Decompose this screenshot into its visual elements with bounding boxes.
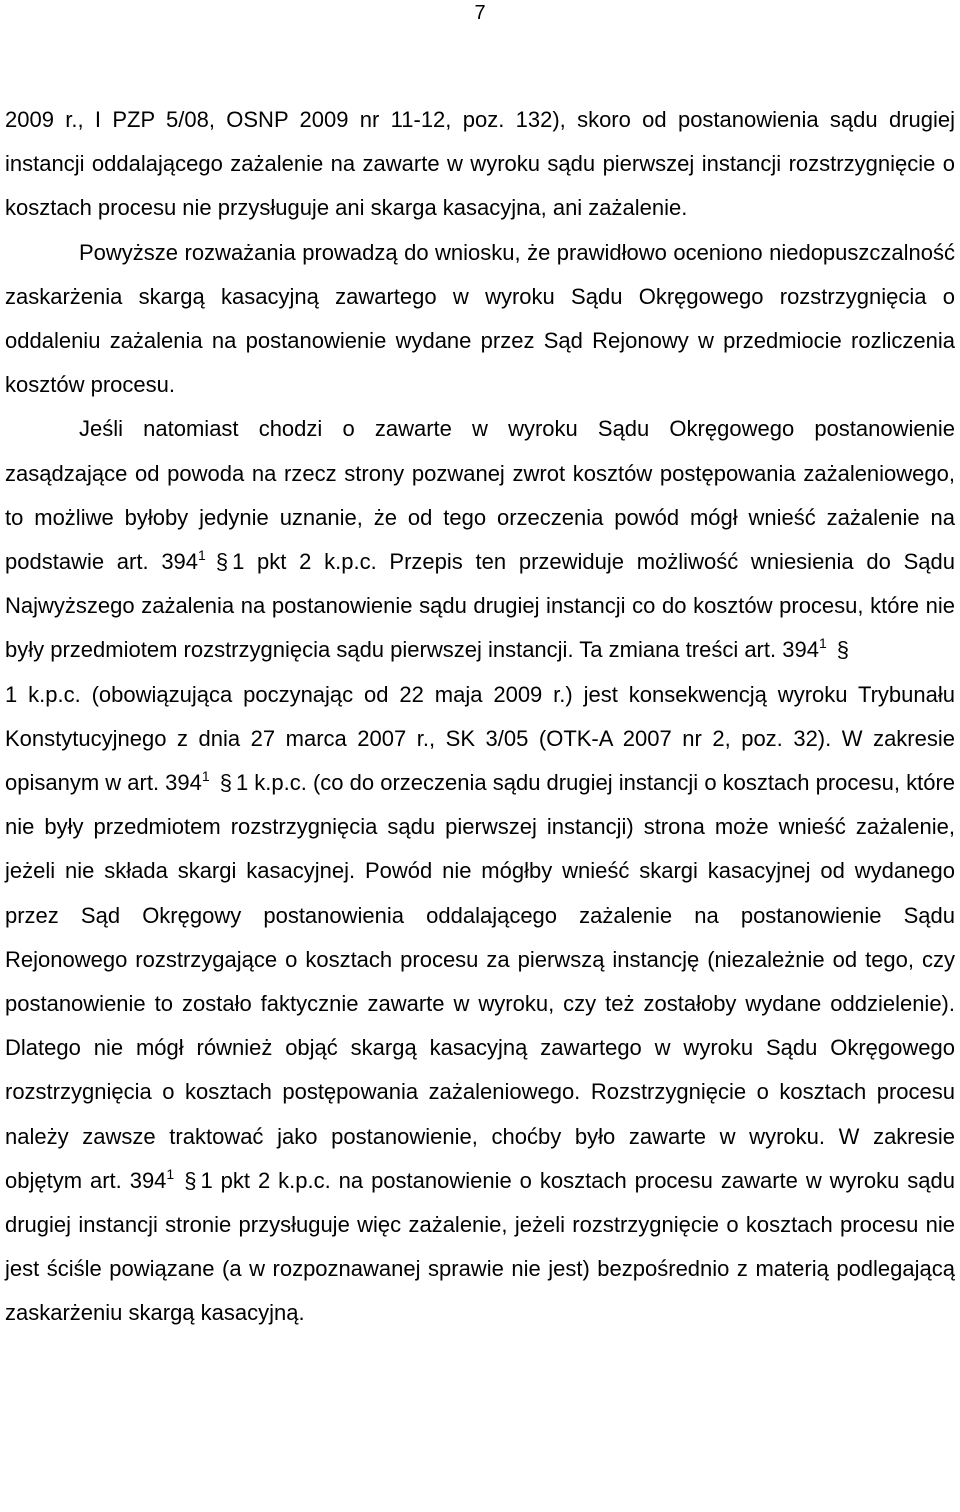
superscript-2: 1 — [818, 635, 827, 652]
paragraph-3-text-2: 1 pkt 2 k.p.c. Przepis ten przewiduje możliwość wniesienia do Sądu Najwyższego zażalenia na postanowienie sądu drugiej instancji co do kosztów procesu, które nie były przedmiotem rozstrzygnięcia sądu pierwszej instancji. Ta zmiana treści art. 394 — [5, 549, 955, 663]
paragraph-3-text-3: 1 k.p.c. (obowiązująca poczynając od 22 maja 2009 r.) jest konsekwencją wyroku Trybunału Konstytucyjnego z dnia 27 marca 2007 r., SK 3/05 (OTK-A 2007 nr 2, poz. 32). W zakresie opisanym w art. 394 — [5, 681, 955, 796]
paragraph-3 — [5, 407, 955, 1335]
superscript-1: 1 — [198, 547, 206, 564]
section-sign-4: § — [184, 1167, 197, 1193]
paragraph-3-text-1: Jeśli natomiast chodzi o zawarte w wyroku Sądu Okręgowego postanowienie zasądzające od powoda na rzecz strony pozwanej zwrot kosztów postępowania zażaleniowego, to możliwe byłoby jedynie uznanie, że od tego orzeczenia powód mógł wnieść zażalenie na podstawie art. 394 — [5, 416, 955, 575]
section-sign-3: § — [219, 770, 232, 796]
section-sign-2: § — [836, 637, 849, 663]
paragraph-1: 2009 r., I PZP 5/08, OSNP 2009 nr 11-12, poz. 132), skoro od postanowienia sądu drugiej instancji oddalającego zażalenie na zawarte w wyroku sądu pierwszej instancji rozstrzygnięcie o kosztach procesu nie przysługuje ani skarga kasacyjna, ani zażalenie. — [5, 107, 955, 221]
superscript-3: 1 — [201, 768, 210, 785]
paragraph-3-text-4: 1 k.p.c. (co do orzeczenia sądu drugiej instancji o kosztach procesu, które nie były przedmiotem rozstrzygnięcia sądu pierwszej instancji) strona może wnieść zażalenie, jeżeli nie składa skargi kasacyjnej. Powód nie mógłby wnieść skargi kasacyjnej od wydanego przez Sąd Okręgowy postanowienia oddalającego zażalenie na postanowienie Sądu Rejonowego rozstrzygające o kosztach procesu za pierwszą instancję (niezależnie od tego, czy postanowienie to zostało faktycznie zawarte w wyroku, czy też zostałoby wydane oddzielenie). Dlatego nie mógł również objąć skargą kasacyjną zawartego w wyroku Sądu Okręgowego rozstrzygnięcia o kosztach postępowania zażaleniowego. Rozstrzygnięcie o kosztach procesu należy zawsze traktować jako postanowienie, choćby było zawarte w wyroku. W zakresie objętym art. 394 — [5, 770, 956, 1193]
superscript-4: 1 — [166, 1165, 175, 1182]
section-sign-1: § — [215, 549, 229, 575]
paragraph-2: Powyższe rozważania prowadzą do wniosku, że prawidłowo oceniono niedopuszczalność zaskarżenia skargą kasacyjną zawartego w wyroku Sądu Okręgowego rozstrzygnięcia o oddaleniu zażalenia na postanowienie wydane przez Sąd Rejonowy w przedmiocie rozliczenia kosztów procesu. — [5, 239, 955, 398]
paragraph-3-text-5: 1 pkt 2 k.p.c. na postanowienie o kosztach procesu zawarte w wyroku sądu drugiej instancji stronie przysługuje więc zażalenie, jeżeli rozstrzygnięcie o kosztach procesu nie jest ściśle powiązane (a w rozpoznawanej sprawie nie jest) bezpośrednio z materią podlegającą zaskarżeniu skargą kasacyjną. — [5, 1167, 955, 1326]
page-number: 7 — [474, 2, 486, 24]
document-body — [5, 98, 955, 1336]
